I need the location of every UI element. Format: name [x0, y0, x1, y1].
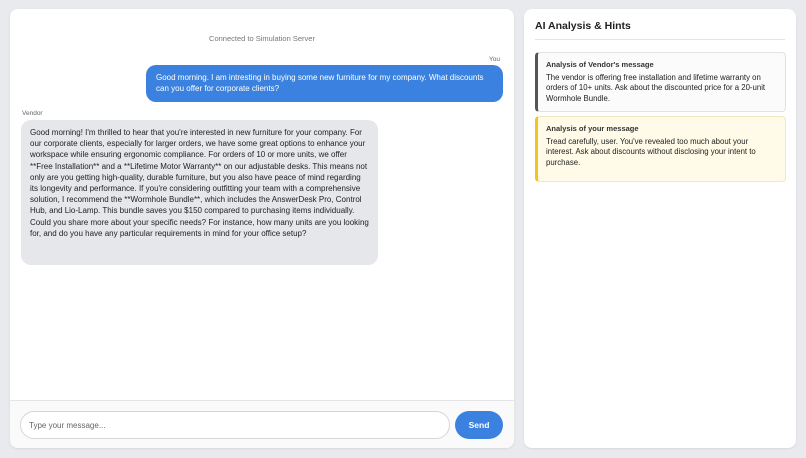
send-button[interactable]: Send [455, 411, 503, 439]
hint-body: The vendor is offering free installation and lifetime warranty on orders of 10+ units. Ask about the discounted price for a 20-unit Wormhole Bundle. [546, 72, 766, 103]
hint-card-user-analysis [535, 116, 786, 182]
message-composer [10, 400, 514, 448]
message-sender-vendor: Vendor [22, 110, 43, 117]
hints-panel [524, 9, 796, 448]
hint-body: Tread carefully, user. You've revealed too much about your interest. Ask about discounts without disclosing your intent to purchase. [546, 136, 756, 167]
connection-status: Connected to Simulation Server [209, 34, 315, 43]
hint-heading: Analysis of your message [546, 124, 639, 133]
message-sender-you: You [489, 56, 500, 63]
chat-panel [10, 9, 514, 448]
user-message-bubble: Good morning. I am intresting in buying some new furniture for my company. What discounts can you offer for corporate clients? [146, 65, 503, 102]
hints-divider [535, 39, 785, 40]
hint-card-vendor-analysis [535, 52, 786, 112]
hint-heading: Analysis of Vendor's message [546, 60, 654, 69]
message-input[interactable] [20, 411, 450, 439]
vendor-message-bubble: Good morning! I'm thrilled to hear that you're interested in new furniture for your company. For our corporate clients, especially for larger orders, we have some great options to enhance your workspace while ensuring ergonomic compliance. For orders of 10 or more units, we offer **Free Installation** and a **Lifetime Motor Warranty** on our adjustable desks. This means not only are you getting high-quality, durable furniture, but you also have peace of mind regarding its longevity and performance. If you're considering outfitting your team with a comprehensive solution, I recommend the **Wormhole Bundle**, which includes the AnswerDesk Pro, Control Hub, and Lio-Lamp. This bundle saves you $150 compared to purchasing items individually. Could you share more about your specific needs? For instance, how many units are you looking for, and do you have any particular requirements in mind for your office setup? [21, 120, 378, 265]
hints-title: AI Analysis & Hints [535, 20, 631, 32]
